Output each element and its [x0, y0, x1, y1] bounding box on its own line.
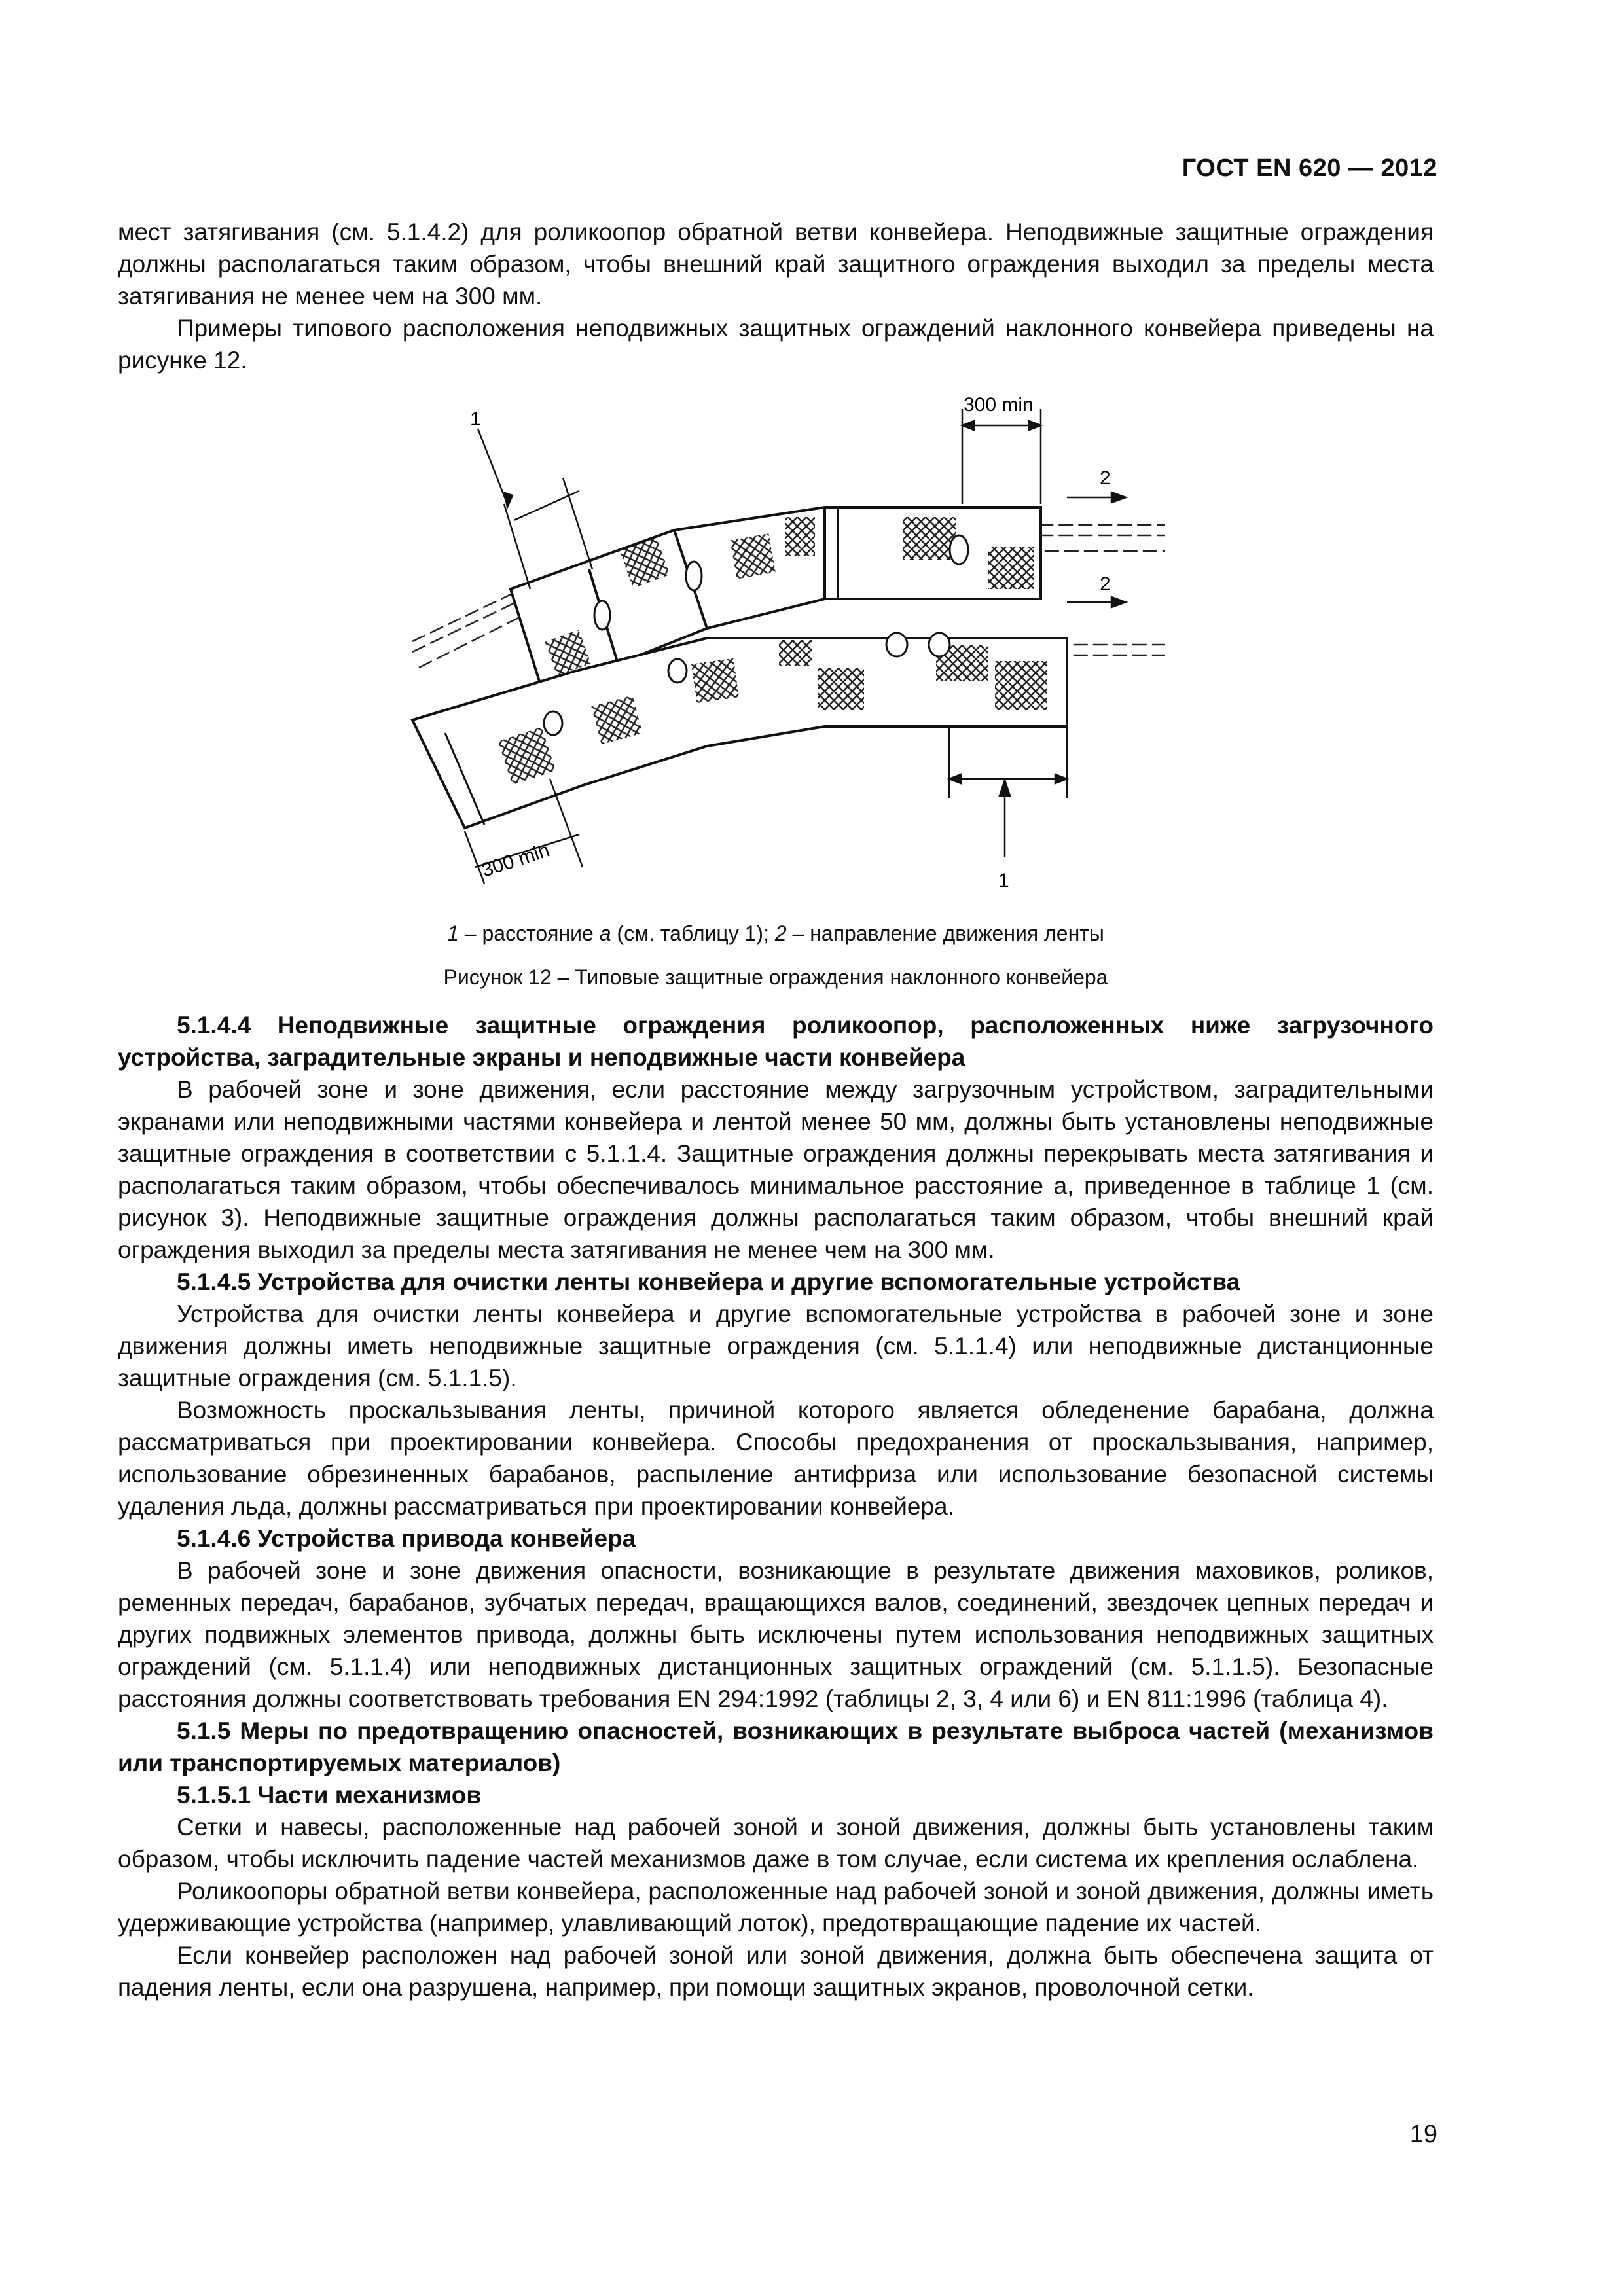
section-5-1-4-5-paragraph-1: Устройства для очистки ленты конвейера и другие вспомогательные устройства в рабочей зоне и зоне движения должны иметь неподвижные защитные ограждения (см. 5.1.1.4) или неподвижные дистанционные защитные ограждения (см. 5.1.1.5).	[118, 1300, 1434, 1391]
figure-12-diagram	[367, 380, 1191, 916]
label-1-bottom: 1	[998, 870, 1009, 891]
label-2-top: 2	[1100, 467, 1111, 489]
intro-text	[118, 216, 1434, 376]
label-2-bottom: 2	[1100, 573, 1111, 595]
dimension-bottom-label: 300 min	[478, 839, 552, 882]
direction-arrow-bottom	[1067, 597, 1126, 607]
section-5-1-4-5-heading: 5.1.4.5 Устройства для очистки ленты конвейера и другие вспомогательные устройства	[177, 1268, 1240, 1295]
section-5-1-4-6-heading: 5.1.4.6 Устройства привода конвейера	[177, 1525, 636, 1552]
section-5-1-5-1-heading: 5.1.5.1 Части механизмов	[177, 1782, 482, 1808]
dimension-right-a	[949, 726, 1067, 857]
section-5-1-5-heading: 5.1.5 Меры по предотвращению опасностей, возникающих в результате выброса частей (механизмов или транспортируемых материалов)	[118, 1717, 1434, 1776]
figure-legend: 1 – расстояние a (см. таблицу 1); 2 – направление движения ленты	[447, 922, 1104, 945]
label-1-top: 1	[470, 408, 481, 430]
standard-header: ГОСТ EN 620 — 2012	[1182, 154, 1437, 182]
section-5-1-4-6-paragraph: В рабочей зоне и зоне движения опасности, возникающие в результате движения маховиков, роликов, ременных передач, барабанов, зубчатых передач, вращающихся валов, соединений, звездочек цепных передач и других подвижных элементов привода, должны быть исключены путем использования неподвижных защитных ограждений (см. 5.1.1.4) или неподвижных дистанционных защитных ограждений (см. 5.1.1.5). Безопасные расстояния должны соответствовать требования EN 294:1992 (таблицы 2, 3, 4 или 6) и EN 811:1996 (таблица 4).	[118, 1557, 1434, 1712]
lower-guard	[412, 633, 1067, 828]
dimension-top-label: 300 min	[964, 394, 1034, 416]
intro-paragraph-2: Примеры типового расположения неподвижных защитных ограждений наклонного конвейера приведены на рисунке 12.	[118, 315, 1434, 374]
section-5-1-4-4-paragraph: В рабочей зоне и зоне движения, если расстояние между загрузочным устройством, заградительными экранами или неподвижными частями конвейера и лентой менее 50 мм, должны быть установлены неподвижные защитные ограждения в соответствии с 5.1.1.4. Защитные ограждения должны перекрывать места затягивания и располагаться таким образом, чтобы обеспечивалось минимальное расстояние a, приведенное в таблице 1 (см. рисунок 3). Неподвижные защитные ограждения должны располагаться таким образом, чтобы внешний край ограждения выходил за пределы места затягивания не менее чем на 300 мм.	[118, 1076, 1434, 1263]
section-5-1-5-1-paragraph-3: Если конвейер расположен над рабочей зоной или зоной движения, должна быть обеспечена защита от падения ленты, если она разрушена, например, при помощи защитных экранов, проволочной сетки.	[118, 1942, 1434, 2001]
section-5-1-4-4-heading: 5.1.4.4 Неподвижные защитные ограждения роликоопор, расположенных ниже загрузочного устройства, заградительные экраны и неподвижные части конвейера	[118, 1012, 1434, 1071]
section-5-1-5-1-paragraph-2: Роликоопоры обратной ветви конвейера, расположенные над рабочей зоной и зоной движения, должны иметь удерживающие устройства (например, улавливающий лоток), предотвращающие падение их частей.	[118, 1878, 1434, 1937]
dimension-top-300	[962, 409, 1041, 504]
section-5-1-5-1-paragraph-1: Сетки и навесы, расположенные над рабочей зоной и зоной движения, должны быть установлены таким образом, чтобы исключить падение частей механизмов даже в том случае, если система их крепления ослаблена.	[118, 1814, 1434, 1873]
main-text	[118, 1009, 1434, 2003]
figure-caption: Рисунок 12 – Типовые защитные ограждения наклонного конвейера	[443, 965, 1108, 989]
direction-arrow-top	[1067, 492, 1126, 503]
section-5-1-4-5-paragraph-2: Возможность проскальзывания ленты, причиной которого является обледенение барабана, должна рассматриваться при проектировании конвейера. Способы предохранения от проскальзывания, например, использование обрезиненных барабанов, распыление антифриза или использование безопасной системы удаления льда, должны рассматриваться при проектировании конвейера.	[118, 1397, 1434, 1520]
intro-paragraph-1: мест затягивания (см. 5.1.4.2) для роликоопор обратной ветви конвейера. Неподвижные защитные ограждения должны располагаться таким образом, чтобы внешний край защитного ограждения выходил за пределы места затягивания не менее чем на 300 мм.	[118, 219, 1434, 310]
page-number: 19	[1409, 2121, 1437, 2148]
